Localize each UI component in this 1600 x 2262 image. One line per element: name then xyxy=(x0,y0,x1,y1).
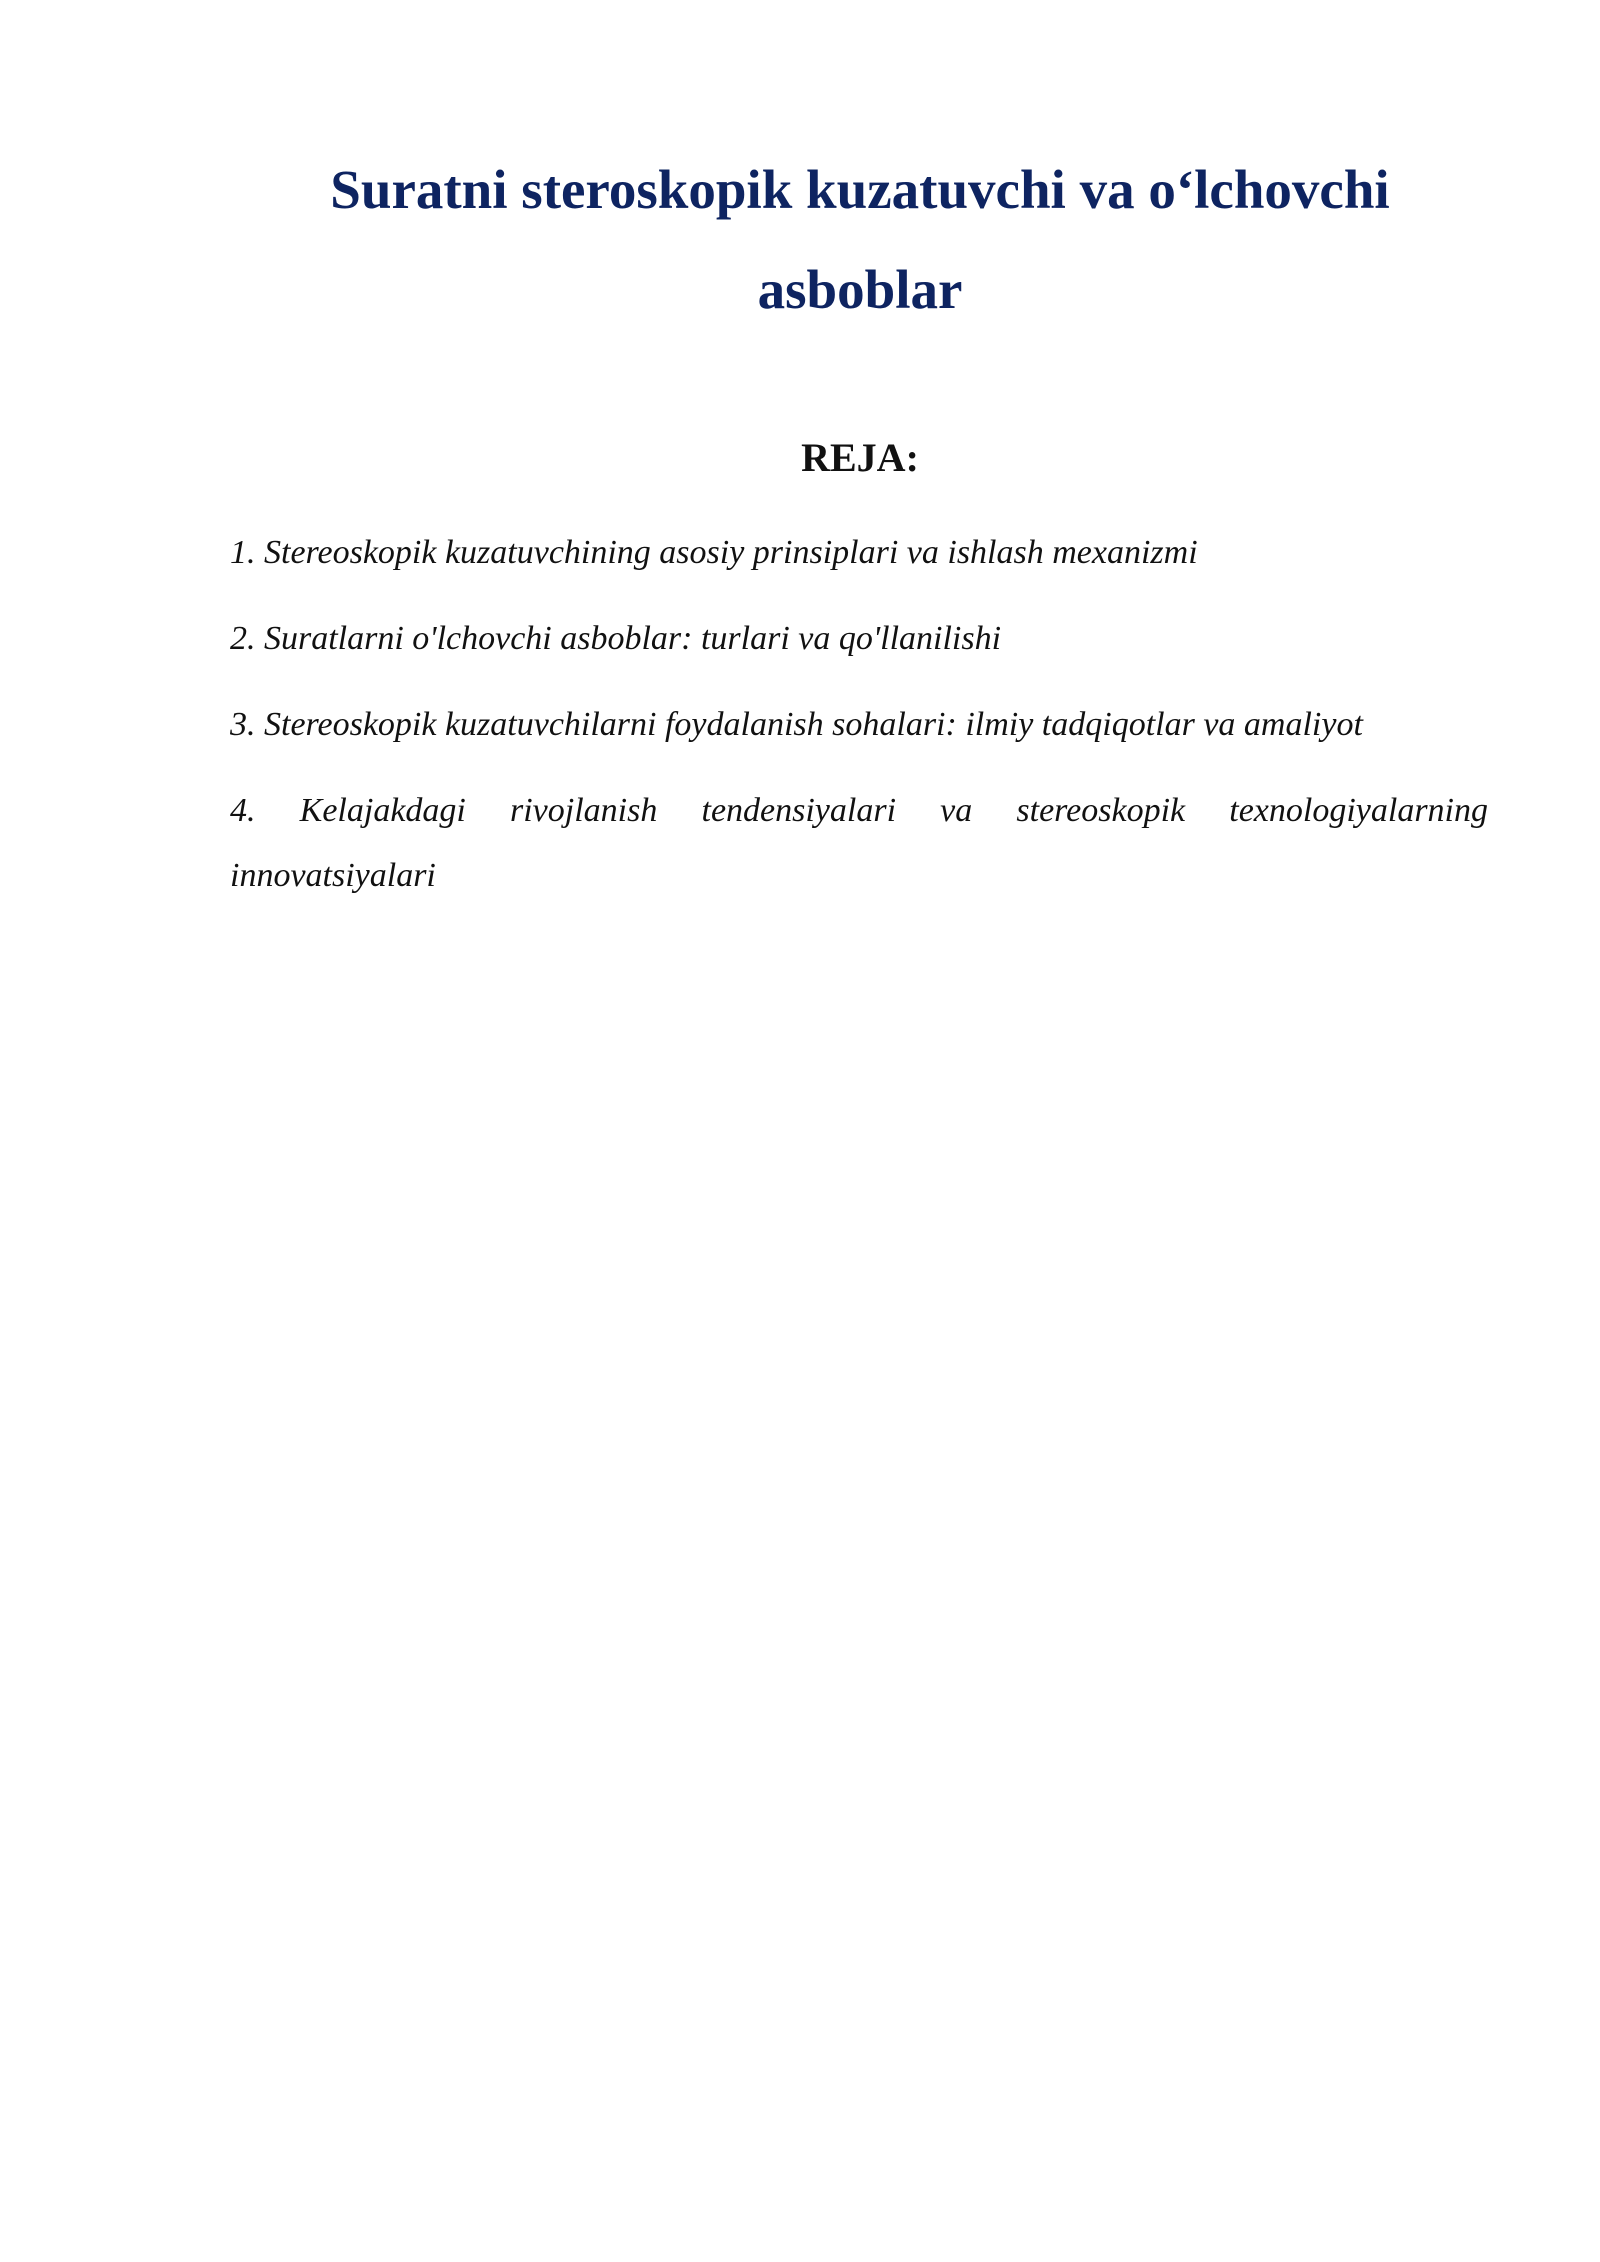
plan-item-4: 4. Kelajakdagi rivojlanish tendensiyalari va stereoskopik texnologiyalarning innovatsiyalari xyxy=(230,792,1488,894)
plan-item-3: 3. Stereoskopik kuzatuvchilarni foydalanish sohalari: ilmiy tadqiqotlar va amaliyot xyxy=(230,706,1363,743)
plan-item-1: 1. Stereoskopik kuzatuvchining asosiy prinsiplari va ishlash mexanizmi xyxy=(230,534,1198,571)
plan-heading: REJA: xyxy=(801,435,919,480)
plan-list xyxy=(230,520,1488,929)
plan-item-2: 2. Suratlarni o'lchovchi asboblar: turlari va qo'llanilishi xyxy=(230,620,1002,657)
document-title: Suratni steroskopik kuzatuvchi va o‘lchovchi asboblar xyxy=(330,159,1390,320)
